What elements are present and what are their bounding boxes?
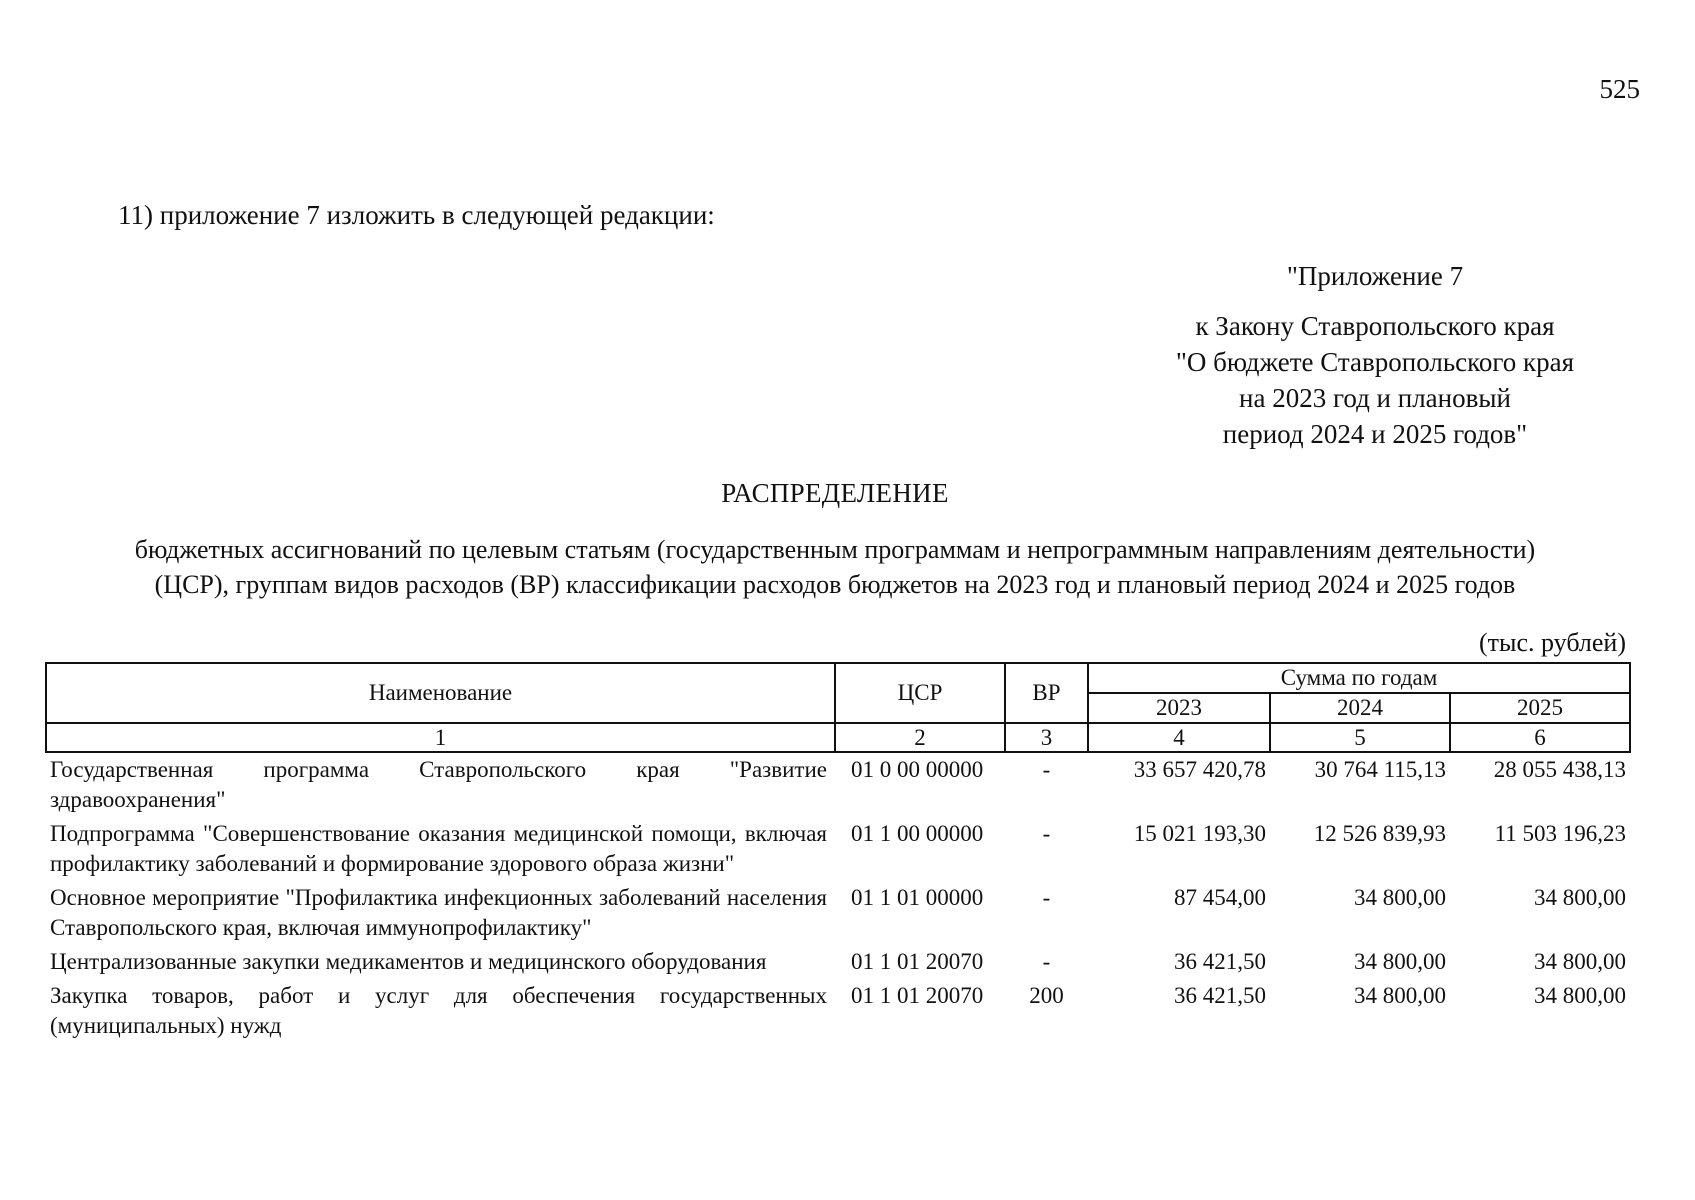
intro-line: 11) приложение 7 изложить в следующей редакции: [118, 200, 715, 230]
row-amount-2023: 33 657 420,78 [1133, 757, 1266, 782]
column-number: 1 [46, 723, 835, 752]
row-csr: 01 1 01 20070 [851, 983, 984, 1008]
subtitle-line: бюджетных ассигнований по целевым статьям (государственным программам и непрограммным направлениям деятельности) [134, 535, 1536, 564]
row-amount-2025: 28 055 438,13 [1493, 757, 1627, 782]
header-year-2025: 2025 [1450, 693, 1630, 723]
row-amount-2025: 34 800,00 [1534, 949, 1627, 974]
row-amount-2024: 30 764 115,13 [1314, 757, 1446, 782]
header-name: Наименование [46, 663, 835, 723]
row-amount-2024: 34 800,00 [1354, 885, 1446, 910]
row-amount-2023: 36 421,50 [1174, 949, 1266, 974]
header-year-2024: 2024 [1270, 693, 1450, 723]
row-amount-2025: 34 800,00 [1534, 885, 1627, 910]
units-label: (тыс. рублей) [1478, 628, 1626, 657]
budget-table [45, 662, 1631, 1043]
table-row [46, 945, 1630, 979]
appendix-line: период 2024 и 2025 годов" [1222, 419, 1528, 449]
appendix-line: "О бюджете Ставропольского края [1175, 347, 1575, 377]
table-row [46, 881, 1630, 945]
document-subtitle [55, 532, 1615, 602]
header-vr: ВР [1005, 663, 1088, 723]
header-csr: ЦСР [835, 663, 1005, 723]
subtitle-line: (ЦСР), группам видов расходов (ВР) классификации расходов бюджетов на 2023 год и плановый период 2024 и 2025 годов [154, 570, 1516, 599]
row-amount-2024: 34 800,00 [1354, 949, 1446, 974]
row-amount-2024: 12 526 839,93 [1313, 821, 1446, 846]
table-row [46, 817, 1630, 881]
column-number: 6 [1450, 723, 1630, 752]
column-number: 2 [835, 723, 1005, 752]
row-vr: - [1042, 757, 1051, 782]
header-sum-by-years: Сумма по годам [1088, 663, 1630, 693]
row-csr: 01 1 00 00000 [851, 821, 984, 846]
row-amount-2025: 11 503 196,23 [1494, 821, 1627, 846]
table-row [46, 752, 1630, 817]
row-amount-2024: 34 800,00 [1354, 983, 1446, 1008]
row-name: Подпрограмма "Совершенствование оказания медицинской помощи, включая профилактику заболеваний и формирование здорового образа жизни" [50, 821, 827, 876]
row-amount-2023: 36 421,50 [1174, 983, 1266, 1008]
page-number: 525 [1599, 74, 1640, 104]
row-name: Государственная программа Ставропольского края "Развитие здравоохранения" [50, 757, 827, 812]
appendix-block [1080, 258, 1670, 452]
row-amount-2023: 15 021 193,30 [1133, 821, 1266, 846]
header-year-2023: 2023 [1088, 693, 1270, 723]
document-title: РАСПРЕДЕЛЕНИЕ [721, 478, 949, 508]
column-number: 5 [1270, 723, 1450, 752]
row-amount-2023: 87 454,00 [1174, 885, 1266, 910]
appendix-line: к Закону Ставропольского края [1195, 311, 1555, 341]
column-number: 3 [1005, 723, 1088, 752]
table-row [46, 979, 1630, 1043]
row-csr: 01 1 01 00000 [851, 885, 984, 910]
row-vr: 200 [1029, 983, 1064, 1008]
appendix-title: "Приложение 7 [1286, 261, 1464, 291]
row-vr: - [1042, 949, 1051, 974]
row-name: Централизованные закупки медикаментов и медицинского оборудования [50, 949, 767, 974]
row-name: Основное мероприятие "Профилактика инфекционных заболеваний населения Ставропольского края, включая иммунопрофилактику" [50, 885, 827, 940]
row-vr: - [1042, 821, 1051, 846]
row-name: Закупка товаров, работ и услуг для обеспечения государственных (муниципальных) нужд [50, 983, 827, 1038]
column-number-row [46, 723, 1630, 752]
column-number: 4 [1088, 723, 1270, 752]
appendix-line: на 2023 год и плановый [1239, 383, 1511, 413]
row-vr: - [1042, 885, 1051, 910]
row-amount-2025: 34 800,00 [1534, 983, 1627, 1008]
row-csr: 01 0 00 00000 [851, 757, 984, 782]
row-csr: 01 1 01 20070 [851, 949, 984, 974]
